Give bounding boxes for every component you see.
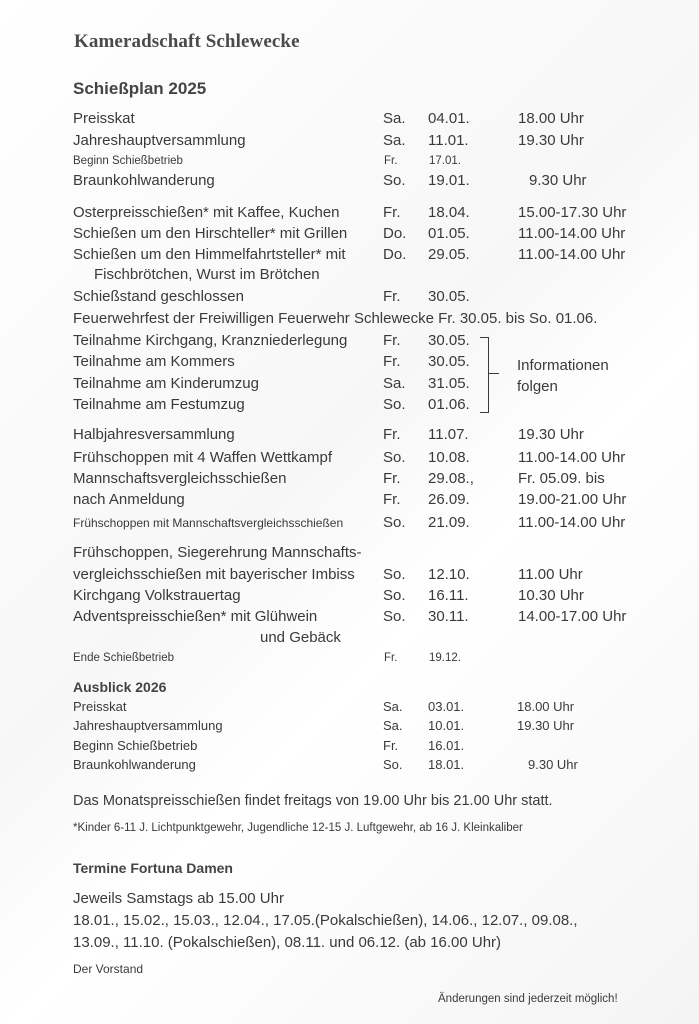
event-name: Osterpreisschießen* mit Kaffee, Kuchen xyxy=(73,204,340,221)
event-name: Beginn Schießbetrieb xyxy=(73,155,183,167)
event-day: So. xyxy=(383,587,406,604)
schedule-row xyxy=(73,396,673,416)
event-time: 19.30 Uhr xyxy=(518,132,584,149)
event-name: Kirchgang Volkstrauertag xyxy=(73,587,241,604)
event-date: 12.10. xyxy=(428,566,470,583)
outlook-title: Ausblick 2026 xyxy=(73,679,167,695)
schedule-row xyxy=(73,470,673,490)
outlook-row xyxy=(73,757,673,775)
event-name: vergleichsschießen mit bayerischer Imbiss xyxy=(73,566,355,583)
event-date: 18.04. xyxy=(428,204,470,221)
footnote: *Kinder 6-11 J. Lichtpunktgewehr, Jugendliche 12-15 J. Luftgewehr, ab 16 J. Kleinkaliber xyxy=(73,822,523,834)
event-date: 11.01. xyxy=(428,132,469,149)
schedule-row xyxy=(73,225,673,245)
event-day: Do. xyxy=(383,225,407,242)
event-time: 11.00-14.00 Uhr xyxy=(518,449,626,466)
event-day: So. xyxy=(383,449,406,466)
event-date: 16.01. xyxy=(428,738,465,753)
event-name: Schießen um den Himmelfahrtsteller* mit xyxy=(73,246,346,263)
event-day: Fr. xyxy=(383,738,399,753)
event-date: 17.01. xyxy=(429,155,461,167)
schedule-row xyxy=(73,514,673,534)
outlook-row xyxy=(73,738,673,756)
schedule-row xyxy=(73,566,673,586)
event-date: 19.01. xyxy=(428,172,470,189)
event-name: Ende Schießbetrieb xyxy=(73,652,175,664)
fortuna-line: Jeweils Samstags ab 15.00 Uhr xyxy=(73,890,284,907)
event-day: Sa. xyxy=(383,718,403,733)
schedule-row xyxy=(73,132,673,152)
schedule-row xyxy=(73,246,673,266)
event-time: 10.30 Uhr xyxy=(518,587,584,604)
event-day: So. xyxy=(383,757,403,772)
event-name: Schießstand geschlossen xyxy=(73,288,244,305)
schedule-row xyxy=(73,110,673,130)
event-date: 10.08. xyxy=(428,449,470,466)
event-time: 19.00-21.00 Uhr xyxy=(518,491,627,508)
event-time: 11.00-14.00 Uhr xyxy=(518,225,626,242)
event-day: Fr. xyxy=(384,155,398,167)
schedule-row xyxy=(73,449,673,469)
event-time: Fr. 05.09. bis xyxy=(518,470,605,487)
event-day: So. xyxy=(383,566,406,583)
plan-title: Schießplan 2025 xyxy=(73,79,207,98)
event-name: Halbjahresversammlung xyxy=(73,426,235,443)
event-time: 11.00 Uhr xyxy=(518,566,583,583)
event-name: nach Anmeldung xyxy=(73,491,185,508)
event-day: Sa. xyxy=(383,132,406,149)
event-date: 03.01. xyxy=(428,699,465,714)
event-time: 19.30 Uhr xyxy=(517,718,575,733)
event-day: Fr. xyxy=(383,470,401,487)
signature: Der Vorstand xyxy=(73,962,144,976)
event-time: 11.00-14.00 Uhr xyxy=(518,514,626,531)
event-name: Jahreshauptversammlung xyxy=(73,718,223,733)
schedule-row xyxy=(73,587,673,607)
event-day: Sa. xyxy=(383,699,403,714)
event-name: Teilnahme am Kinderumzug xyxy=(73,375,259,392)
event-day: Fr. xyxy=(383,288,401,305)
schedule-row-continuation xyxy=(73,629,673,649)
event-time: 14.00-17.00 Uhr xyxy=(518,608,627,625)
event-time: 9.30 Uhr xyxy=(529,172,587,189)
event-day: So. xyxy=(383,396,406,413)
event-day: Fr. xyxy=(383,353,401,370)
outlook-row xyxy=(73,718,673,736)
event-day: So. xyxy=(383,514,406,531)
event-name: Braunkohlwanderung xyxy=(73,172,215,189)
event-name: Frühschoppen, Siegerehrung Mannschafts- xyxy=(73,544,362,561)
event-time: 18.00 Uhr xyxy=(518,110,584,127)
info-note xyxy=(517,355,609,397)
event-date: 21.09. xyxy=(428,514,470,531)
event-time: 15.00-17.30 Uhr xyxy=(518,204,627,221)
event-day: So. xyxy=(383,172,406,189)
schedule-row xyxy=(73,332,673,352)
event-date: 16.11. xyxy=(428,587,469,604)
schedule-row xyxy=(73,491,673,511)
event-date: 01.05. xyxy=(428,225,470,242)
event-day: Fr. xyxy=(383,204,401,221)
event-day: Fr. xyxy=(383,426,401,443)
changes-note: Änderungen sind jederzeit möglich! xyxy=(438,993,618,1005)
event-day: Fr. xyxy=(384,652,398,664)
event-date: 31.05. xyxy=(428,375,470,392)
event-time: 19.30 Uhr xyxy=(518,426,584,443)
event-name: Preisskat xyxy=(73,699,127,714)
event-date: 26.09. xyxy=(428,491,470,508)
event-date: 04.01. xyxy=(428,110,470,127)
grouping-bracket xyxy=(480,337,489,413)
event-time: 9.30 Uhr xyxy=(528,757,578,772)
event-name: Frühschoppen mit Mannschaftsvergleichsschießen xyxy=(73,516,344,530)
schedule-row xyxy=(73,608,673,628)
event-name: Schießen um den Hirschteller* mit Grillen xyxy=(73,225,348,242)
outlook-row xyxy=(73,699,673,717)
grouping-bracket-tick xyxy=(489,373,499,374)
event-date: 01.06. xyxy=(428,396,470,413)
monthly-note: Das Monatspreisschießen findet freitags von 19.00 Uhr bis 21.00 Uhr statt. xyxy=(73,793,553,809)
event-date: 29.08., xyxy=(428,470,474,487)
event-name: Adventspreisschießen* mit Glühwein xyxy=(73,608,318,625)
event-day: So. xyxy=(383,608,406,625)
event-name: Beginn Schießbetrieb xyxy=(73,738,198,753)
event-time: 18.00 Uhr xyxy=(517,699,575,714)
event-date: 19.12. xyxy=(429,652,461,664)
schedule-row xyxy=(73,652,673,672)
event-name: Mannschaftsvergleichsschießen xyxy=(73,470,287,487)
event-name: Teilnahme am Kommers xyxy=(73,353,235,370)
event-name: Fischbrötchen, Wurst im Brötchen xyxy=(94,266,320,283)
event-name: Frühschoppen mit 4 Waffen Wettkampf xyxy=(73,449,333,466)
event-name: Jahreshauptversammlung xyxy=(73,132,246,149)
event-day: Sa. xyxy=(383,375,406,392)
feuerwehrfest-note: Feuerwehrfest der Freiwilligen Feuerwehr Schlewecke Fr. 30.05. bis So. 01.06. xyxy=(73,310,598,327)
event-name: Braunkohlwanderung xyxy=(73,757,196,772)
event-day: Do. xyxy=(383,246,407,263)
event-date: 30.11. xyxy=(428,608,469,625)
event-name: und Gebäck xyxy=(260,629,341,646)
info-note-line: Informationen xyxy=(517,357,609,374)
schedule-row-continuation xyxy=(73,544,673,564)
fortuna-line: 18.01., 15.02., 15.03., 12.04., 17.05.(Pokalschießen), 14.06., 12.07., 09.08., xyxy=(73,912,578,929)
info-note-line: folgen xyxy=(517,378,558,395)
event-date: 30.05. xyxy=(428,288,470,305)
event-day: Fr. xyxy=(383,332,401,349)
fortuna-title: Termine Fortuna Damen xyxy=(73,860,233,876)
event-time: 11.00-14.00 Uhr xyxy=(518,246,626,263)
schedule-row xyxy=(73,288,673,308)
event-name: Teilnahme am Festumzug xyxy=(73,396,245,413)
fortuna-line: 13.09., 11.10. (Pokalschießen), 08.11. und 06.12. (ab 16.00 Uhr) xyxy=(73,934,502,951)
event-day: Fr. xyxy=(383,491,401,508)
event-date: 30.05. xyxy=(428,353,470,370)
event-date: 18.01. xyxy=(428,757,465,772)
schedule-row xyxy=(73,204,673,224)
schedule-row xyxy=(73,426,673,446)
event-name: Preisskat xyxy=(73,110,135,127)
event-date: 29.05. xyxy=(428,246,470,263)
event-date: 11.07. xyxy=(428,426,469,443)
organization-title: Kameradschaft Schlewecke xyxy=(74,31,300,52)
event-date: 10.01. xyxy=(428,718,465,733)
schedule-row xyxy=(73,172,673,192)
event-day: Sa. xyxy=(383,110,406,127)
schedule-row-continuation xyxy=(73,266,673,286)
event-date: 30.05. xyxy=(428,332,470,349)
event-name: Teilnahme Kirchgang, Kranzniederlegung xyxy=(73,332,348,349)
